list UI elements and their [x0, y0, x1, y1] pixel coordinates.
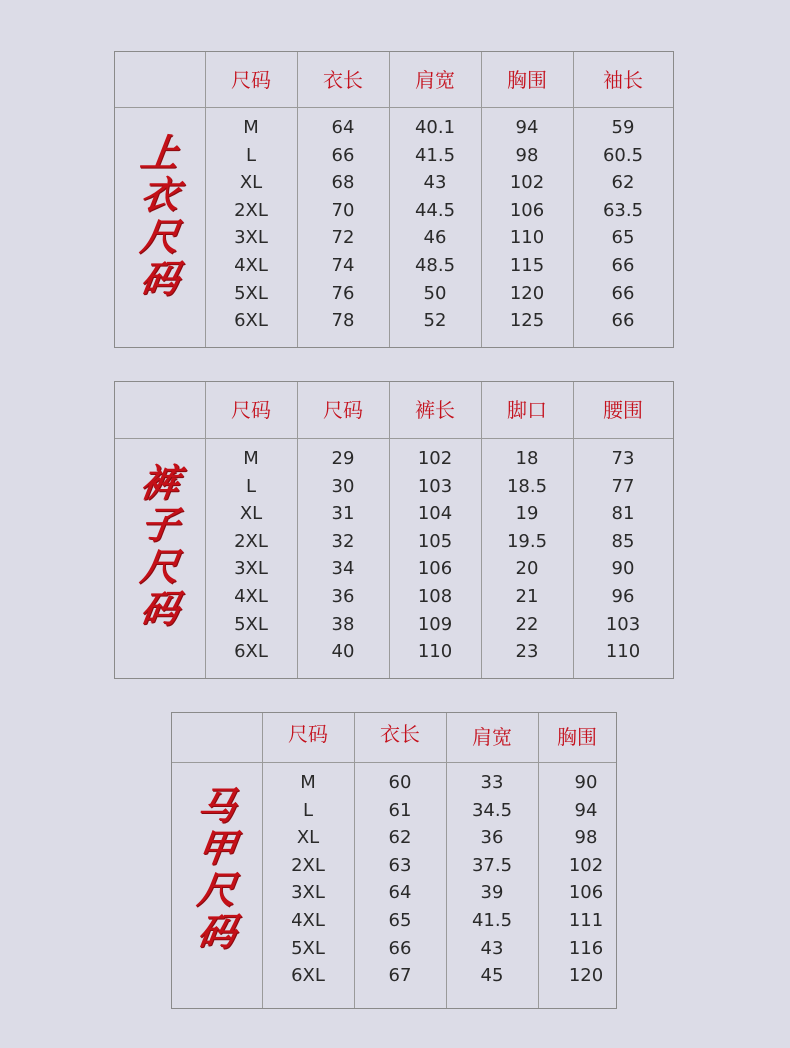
table-label: 上 衣 尺 码 — [137, 130, 183, 301]
chest-column: 90 94 98 102 106 111 116 120 — [568, 772, 604, 987]
header-length: 衣长 — [380, 722, 420, 746]
header-shoulder: 肩宽 — [472, 725, 512, 749]
header-size: 尺码 — [231, 398, 271, 422]
header-leg-opening: 脚口 — [507, 398, 547, 422]
header-divider — [115, 107, 673, 108]
header-divider — [115, 438, 673, 439]
shoulder-column: 33 34.5 36 37.5 39 41.5 43 45 — [471, 772, 513, 987]
header-size-2: 尺码 — [323, 398, 363, 422]
size-column: M L XL 2XL 3XL 4XL 5XL 6XL — [291, 772, 325, 987]
header-chest: 胸围 — [507, 68, 547, 92]
header-pants-length: 裤长 — [415, 398, 455, 422]
top-size-table — [114, 51, 674, 348]
waist-column: 73 77 81 85 90 96 103 110 — [605, 448, 641, 663]
chest-column: 94 98 102 106 110 115 120 125 — [509, 117, 545, 332]
table-label: 马 甲 尺 码 — [194, 783, 240, 954]
size-number-column: 29 30 31 32 34 36 38 40 — [331, 448, 355, 663]
header-divider — [172, 762, 616, 763]
pants-size-table — [114, 381, 674, 679]
header-chest: 胸围 — [557, 725, 597, 749]
length-column: 64 66 68 70 72 74 76 78 — [331, 117, 355, 332]
shoulder-column: 40.1 41.5 43 44.5 46 48.5 50 52 — [414, 117, 456, 332]
header-shoulder: 肩宽 — [415, 68, 455, 92]
header-size: 尺码 — [288, 722, 328, 746]
sleeve-column: 59 60.5 62 63.5 65 66 66 66 — [602, 117, 644, 332]
size-column: M L XL 2XL 3XL 4XL 5XL 6XL — [234, 448, 268, 663]
leg-opening-column: 18 18.5 19 19.5 20 21 22 23 — [506, 448, 548, 663]
length-column: 60 61 62 63 64 65 66 67 — [388, 772, 412, 987]
pants-length-column: 102 103 104 105 106 108 109 110 — [417, 448, 453, 663]
table-label: 裤 子 尺 码 — [137, 460, 183, 631]
vest-size-table — [171, 712, 617, 1009]
header-length: 衣长 — [323, 68, 363, 92]
size-column: M L XL 2XL 3XL 4XL 5XL 6XL — [234, 117, 268, 332]
header-size: 尺码 — [231, 68, 271, 92]
header-sleeve: 袖长 — [603, 68, 643, 92]
header-waist: 腰围 — [603, 398, 643, 422]
